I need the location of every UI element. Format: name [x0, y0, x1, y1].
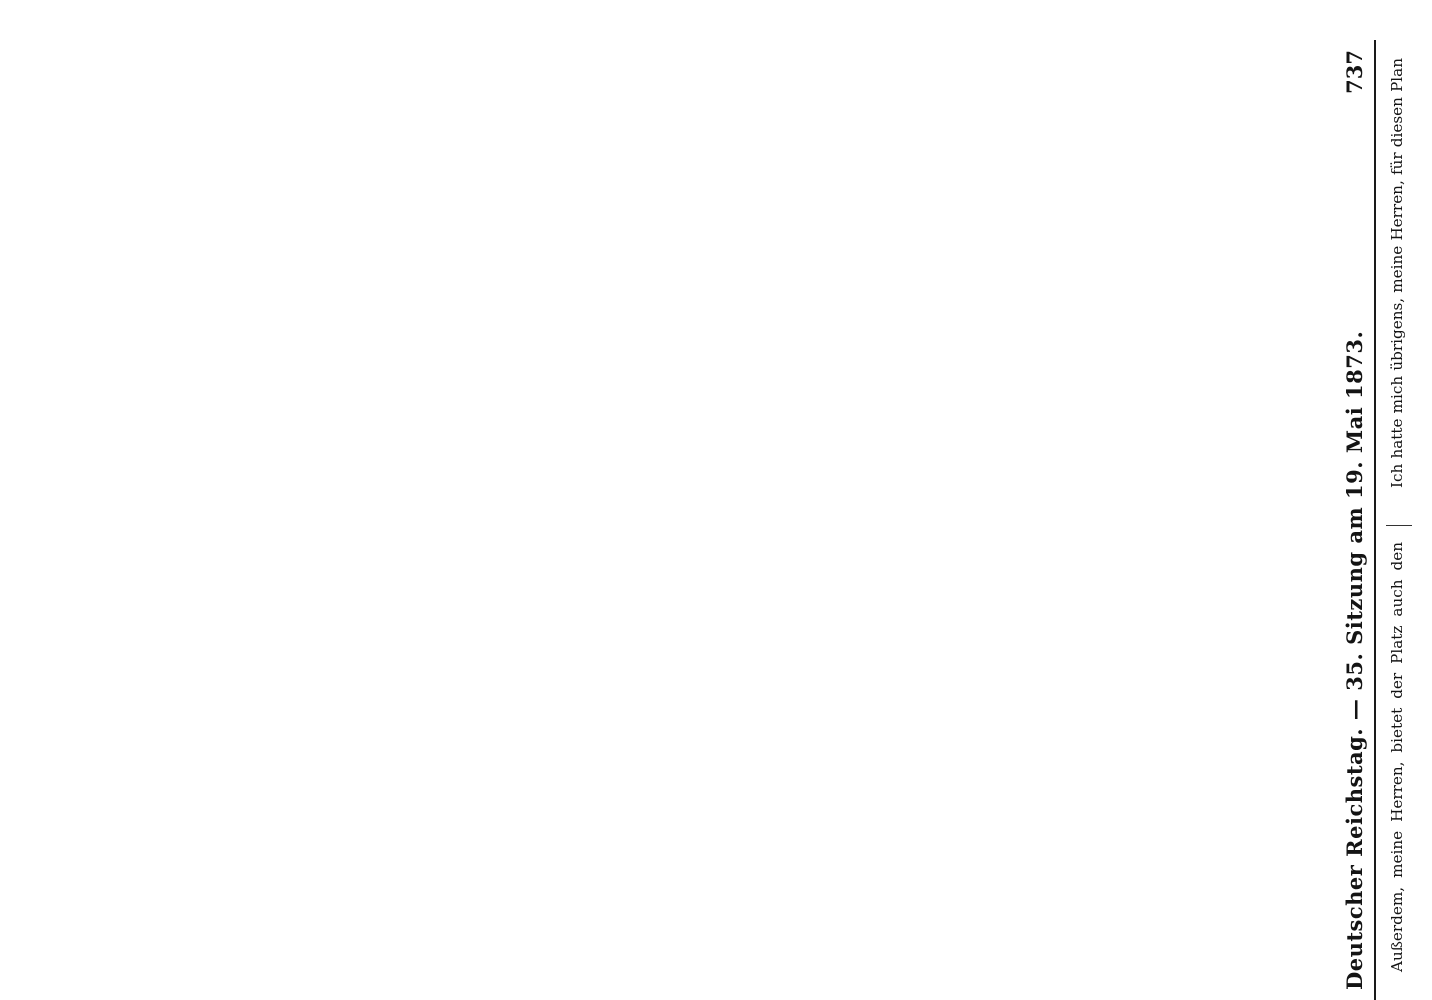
digitization-sidebar: [1412, 0, 1432, 1000]
header-rule: [1374, 40, 1376, 1000]
page-header: [1340, 40, 1380, 1000]
page-number: 737: [1342, 50, 1367, 94]
paragraph: Außerdem, meine Herren, bietet der Platz auch den: [1388, 542, 1406, 972]
paragraph: Ich hatte mich übrigens, meine Herren, für diesen Plan: [1388, 58, 1406, 488]
header-title: Deutscher Reichstag. — 35. Sitzung am 19. Mai 1873.: [1342, 330, 1367, 990]
